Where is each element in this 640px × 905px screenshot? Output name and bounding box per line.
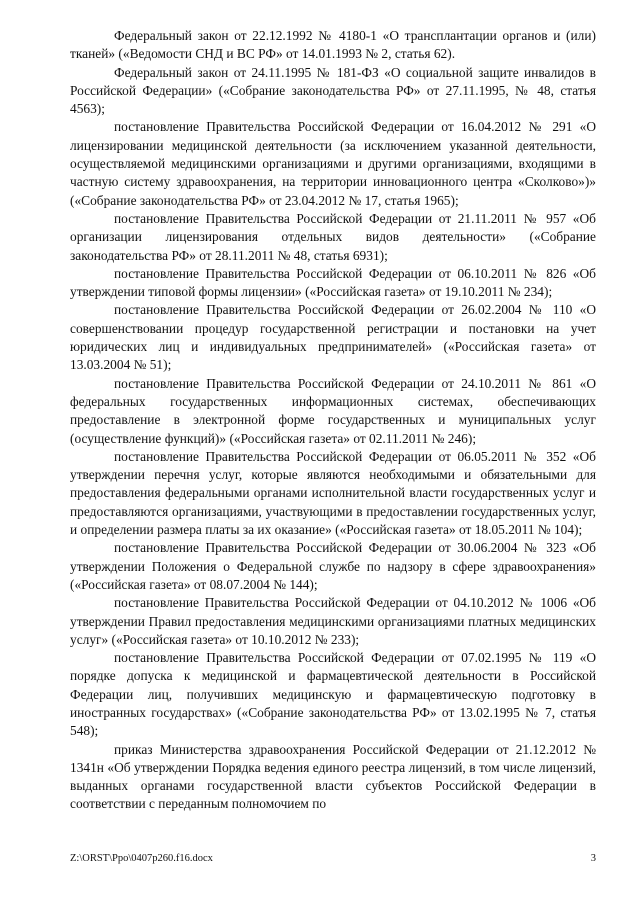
paragraph-decree-110: постановление Правительства Российской Федерации от 26.02.2004 № 110 «О совершенствовании процедур государственной регистрации и постановки на учет юридических лиц и индивидуальных предпринимателей» («Российская газета» от 13.03.2004 № 51); xyxy=(70,302,596,373)
paragraph-decree-861: постановление Правительства Российской Федерации от 24.10.2011 № 861 «О федеральных государственных информационных системах, обеспечивающих предоставление в электронной форме государственных и муниципальных услуг (осуществление функций)» («Российская газета» от 02.11.2011 № 246); xyxy=(70,375,596,446)
footer-page-number: 3 xyxy=(590,853,596,864)
paragraph-decree-826: постановление Правительства Российской Федерации от 06.10.2011 № 826 «Об утверждении типовой формы лицензии» («Российская газета» от 19.10.2011 № 234); xyxy=(70,265,596,300)
paragraph-decree-957: постановление Правительства Российской Федерации от 21.11.2011 № 957 «Об организации лицензирования отдельных видов деятельности» («Собрание законодательства РФ» от 28.11.2011 № 48, статья 6931); xyxy=(70,210,596,263)
paragraph-decree-323: постановление Правительства Российской Федерации от 30.06.2004 № 323 «Об утверждении Положения о Федеральной службе по надзору в сфере здравоохранения» («Российская газета» от 08.07.2004 № 144); xyxy=(70,540,596,592)
paragraph-law-4180-1: Федеральный закон от 22.12.1992 № 4180-1 «О трансплантации органов и (или) тканей» («Ведомости СНД и ВС РФ» от 14.01.1993 № 2, статья 62). xyxy=(70,28,596,62)
paragraph-order-1341n: приказ Министерства здравоохранения Российской Федерации от 21.12.2012 № 1341н «Об утверждении Порядка ведения единого реестра лицензий, в том числе лицензий, выданных органами государственной власти субъектов Российской Федерации в соответствии с переданным полномочием по xyxy=(70,741,596,812)
page-footer xyxy=(70,851,596,867)
footer-file-path: Z:\ORST\Ppo\0407p260.f16.docx xyxy=(70,853,213,864)
paragraph-decree-291: постановление Правительства Российской Федерации от 16.04.2012 № 291 «О лицензировании медицинской деятельности (за исключением указанной деятельности, осуществляемой медицинскими организациями и другими организациями, входящими в частную систему здравоохранения, на территории инновационного центра «Сколково»)» («Собрание законодательства РФ» от 23.04.2012 № 17, статья 1965); xyxy=(70,119,596,208)
paragraph-decree-119: постановление Правительства Российской Федерации от 07.02.1995 № 119 «О порядке допуска к медицинской и фармацевтической деятельности в Российской Федерации лиц, получивших медицинскую и фармацевтическую подготовку в иностранных государствах» («Собрание законодательства РФ» от 13.02.1995 № 7, статья 548); xyxy=(70,650,596,739)
paragraph-decree-1006: постановление Правительства Российской Федерации от 04.10.2012 № 1006 «Об утверждении Правил предоставления медицинскими организациями платных медицинских услуг» («Российская газета» от 10.10.2012 № 233); xyxy=(70,595,596,647)
paragraph-decree-352: постановление Правительства Российской Федерации от 06.05.2011 № 352 «Об утверждении перечня услуг, которые являются необходимыми и обязательными для предоставления федеральными органами исполнительной власти государственных услуг и предоставляются организациями, участвующими в предоставлении государственных услуг, и определении размера платы за их оказание» («Российская газета» от 18.05.2011 № 104); xyxy=(70,448,596,538)
paragraph-law-181-fz: Федеральный закон от 24.11.1995 № 181-ФЗ «О социальной защите инвалидов в Российской Федерации» («Собрание законодательства РФ» от 27.11.1995, № 48, статья 4563); xyxy=(70,64,596,117)
document-body xyxy=(70,27,596,814)
